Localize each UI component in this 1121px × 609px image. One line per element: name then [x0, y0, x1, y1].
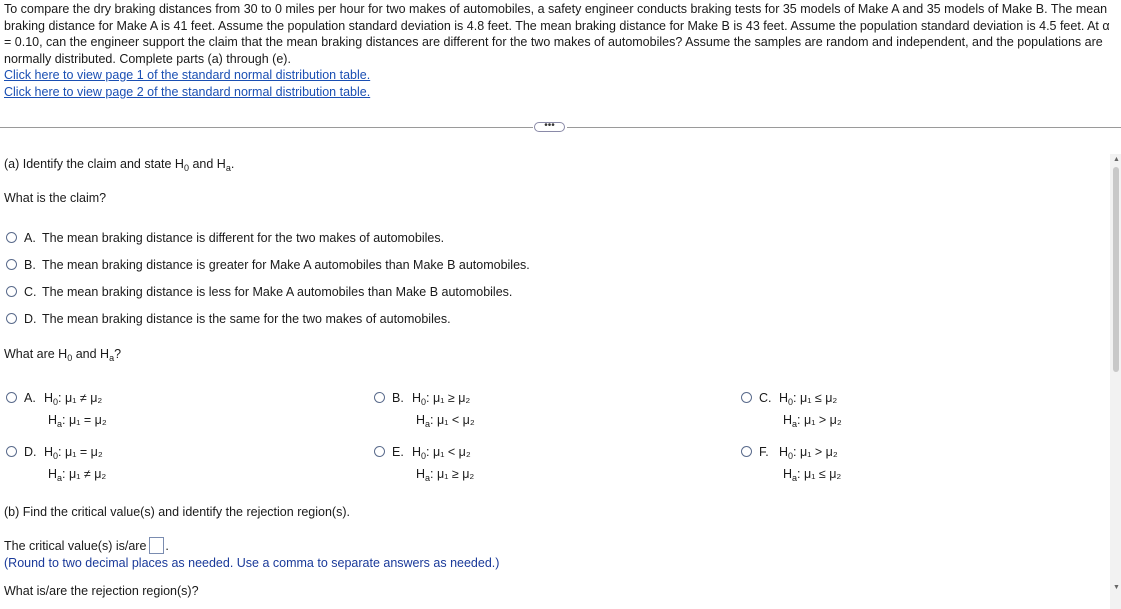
hyp-option-b[interactable]: B. $H_0$: μ₁ ≥ μ₂ $H_a$: μ₁ < μ₂: [374, 389, 475, 433]
critical-value-row: The critical value(s) is/are .: [4, 539, 169, 553]
radio-button[interactable]: [6, 259, 17, 270]
radio-button[interactable]: [6, 446, 17, 457]
hyp-option-c[interactable]: C. $H_0$: μ₁ ≤ μ₂ $H_a$: μ₁ > μ₂: [741, 389, 842, 433]
claim-question: What is the claim?: [4, 191, 107, 205]
scroll-down-arrow-icon[interactable]: ▼: [1113, 584, 1120, 591]
radio-button[interactable]: [741, 392, 752, 403]
radio-button[interactable]: [741, 446, 752, 457]
part-a-heading: (a) Identify the claim and state $H_0$ and $H_a$.: [4, 157, 235, 173]
claim-option-a[interactable]: A. The mean braking distance is different for the two makes of automobiles.: [6, 231, 444, 245]
expand-problem-button[interactable]: •••: [534, 122, 565, 132]
hypotheses-question: What are $H_0$ and $H_a$?: [4, 347, 122, 363]
radio-button[interactable]: [374, 446, 385, 457]
table-links: [4, 67, 370, 100]
hyp-option-e[interactable]: E. $H_0$: μ₁ < μ₂ $H_a$: μ₁ ≥ μ₂: [374, 443, 474, 487]
radio-button[interactable]: [6, 286, 17, 297]
radio-button[interactable]: [374, 392, 385, 403]
normal-table-page2-link[interactable]: Click here to view page 2 of the standard normal distribution table.: [4, 84, 371, 99]
radio-button[interactable]: [6, 232, 17, 243]
part-b-heading: (b) Find the critical value(s) and identify the rejection region(s).: [4, 505, 350, 519]
rounding-note: (Round to two decimal places as needed. Use a comma to separate answers as needed.): [4, 556, 500, 570]
scroll-up-arrow-icon[interactable]: ▲: [1113, 156, 1120, 163]
radio-button[interactable]: [6, 392, 17, 403]
problem-statement: To compare the dry braking distances from 30 to 0 miles per hour for two makes of automobiles, a safety engineer conducts braking tests for 35 models of Make A and 35 models of Make B. The mean braking distance for Make A is 41 feet. Assume the population standard deviation is 4.8 feet. The mean braking distance for Make B is 43 feet. Assume the population standard deviation is 4.5 feet. At α = 0.10, can the engineer support the claim that the mean braking distances are different for the two makes of automobiles? Assume the samples are random and independent, and the populations are normally distributed. Complete parts (a) through (e).: [4, 2, 1110, 66]
divider-left: [0, 127, 533, 128]
radio-button[interactable]: [6, 313, 17, 324]
claim-option-c[interactable]: C. The mean braking distance is less for Make A automobiles than Make B automobiles.: [6, 285, 512, 299]
normal-table-page1-link[interactable]: Click here to view page 1 of the standard normal distribution table.: [4, 68, 371, 82]
hyp-option-f[interactable]: F. $H_0$: μ₁ > μ₂ $H_a$: μ₁ ≤ μ₂: [741, 443, 841, 487]
claim-option-d[interactable]: D. The mean braking distance is the same for the two makes of automobiles.: [6, 312, 451, 326]
hyp-option-d[interactable]: D. $H_0$: μ₁ = μ₂ $H_a$: μ₁ ≠ μ₂: [6, 443, 106, 487]
critical-value-input[interactable]: [149, 537, 164, 554]
scrollbar-thumb[interactable]: [1113, 167, 1119, 372]
hyp-option-a[interactable]: A. $H_0$: μ₁ ≠ μ₂ $H_a$: μ₁ = μ₂: [6, 389, 107, 433]
rejection-region-question: What is/are the rejection region(s)?: [4, 584, 199, 598]
divider-right: [567, 127, 1121, 128]
claim-option-b[interactable]: B. The mean braking distance is greater for Make A automobiles than Make B automobiles.: [6, 258, 530, 272]
